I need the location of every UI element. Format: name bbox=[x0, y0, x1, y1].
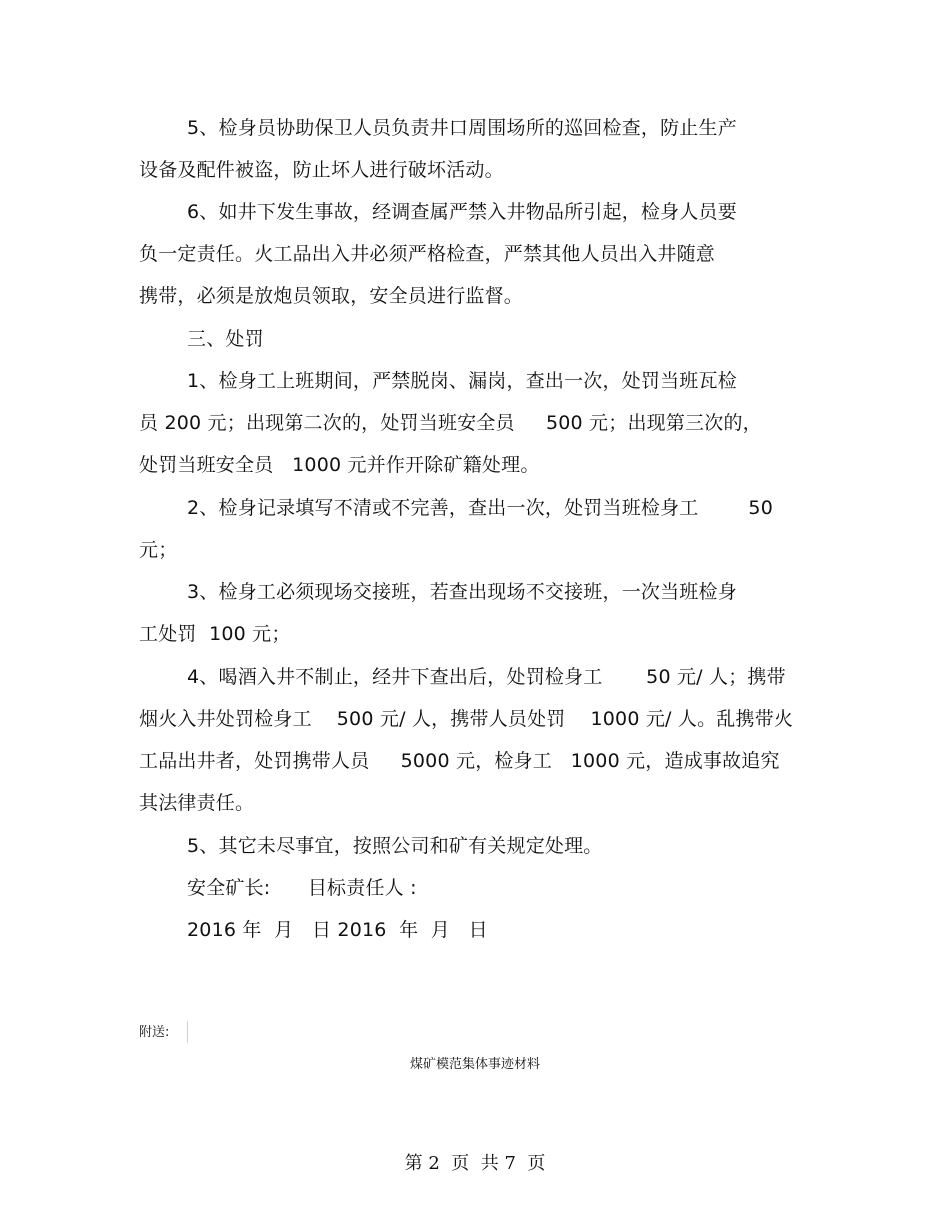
paragraph-line: 3、检身工必须现场交接班，若查出现场不交接班，一次当班检身 bbox=[187, 581, 737, 603]
page-number: 第 2 页 共 7 页 bbox=[404, 1153, 546, 1174]
paragraph-line: 设备及配件被盗，防止坏人进行破坏活动。 bbox=[139, 159, 504, 181]
section-heading: 三、处罚 bbox=[187, 328, 264, 350]
paragraph-line: 1、检身工上班期间，严禁脱岗、漏岗，查出一次，处罚当班瓦检 bbox=[187, 370, 737, 392]
paragraph-line: 员 200 元；出现第二次的，处罚当班安全员 500 元；出现第三次的， bbox=[139, 412, 762, 434]
paragraph-line: 元； bbox=[139, 539, 178, 561]
paragraph-line: 4、喝酒入井不制止，经井下查出后，处罚检身工 50 元/ 人；携带 bbox=[187, 666, 786, 688]
paragraph-line: 5、其它未尽事宜，按照公司和矿有关规定处理。 bbox=[187, 835, 603, 857]
paragraph-line: 工品出井者，处罚携带人员 5000 元，检身工 1000 元，造成事故追究 bbox=[139, 750, 780, 772]
attachment-label: 附送: bbox=[139, 1025, 170, 1040]
paragraph-line: 烟火入井处罚检身工 500 元/ 人，携带人员处罚 1000 元/ 人。乱携带火 bbox=[139, 708, 794, 730]
attachment-divider bbox=[187, 1021, 188, 1043]
paragraph-line: 其法律责任。 bbox=[139, 792, 255, 814]
paragraph-line: 5、检身员协助保卫人员负责井口周围场所的巡回检查，防止生产 bbox=[187, 117, 737, 139]
paragraph-line: 6、如井下发生事故，经调查属严禁入井物品所引起，检身人员要 bbox=[187, 201, 737, 223]
paragraph-line: 工处罚 100 元； bbox=[139, 623, 291, 645]
paragraph-line: 负一定责任。火工品出入井必须严格检查，严禁其他人员出入井随意 bbox=[139, 243, 716, 265]
paragraph-line: 携带，必须是放炮员领取，安全员进行监督。 bbox=[139, 285, 524, 307]
signature-line: 安全矿长: 目标责任人 : bbox=[187, 877, 417, 899]
paragraph-line: 2、检身记录填写不清或不完善，查出一次，处罚当班检身工 50 bbox=[187, 497, 773, 519]
attachment-title: 煤矿模范集体事迹材料 bbox=[409, 1057, 540, 1072]
date-line: 2016 年 月 日 2016 年 月 日 bbox=[187, 919, 488, 941]
paragraph-line: 处罚当班安全员 1000 元并作开除矿籍处理。 bbox=[139, 454, 540, 476]
